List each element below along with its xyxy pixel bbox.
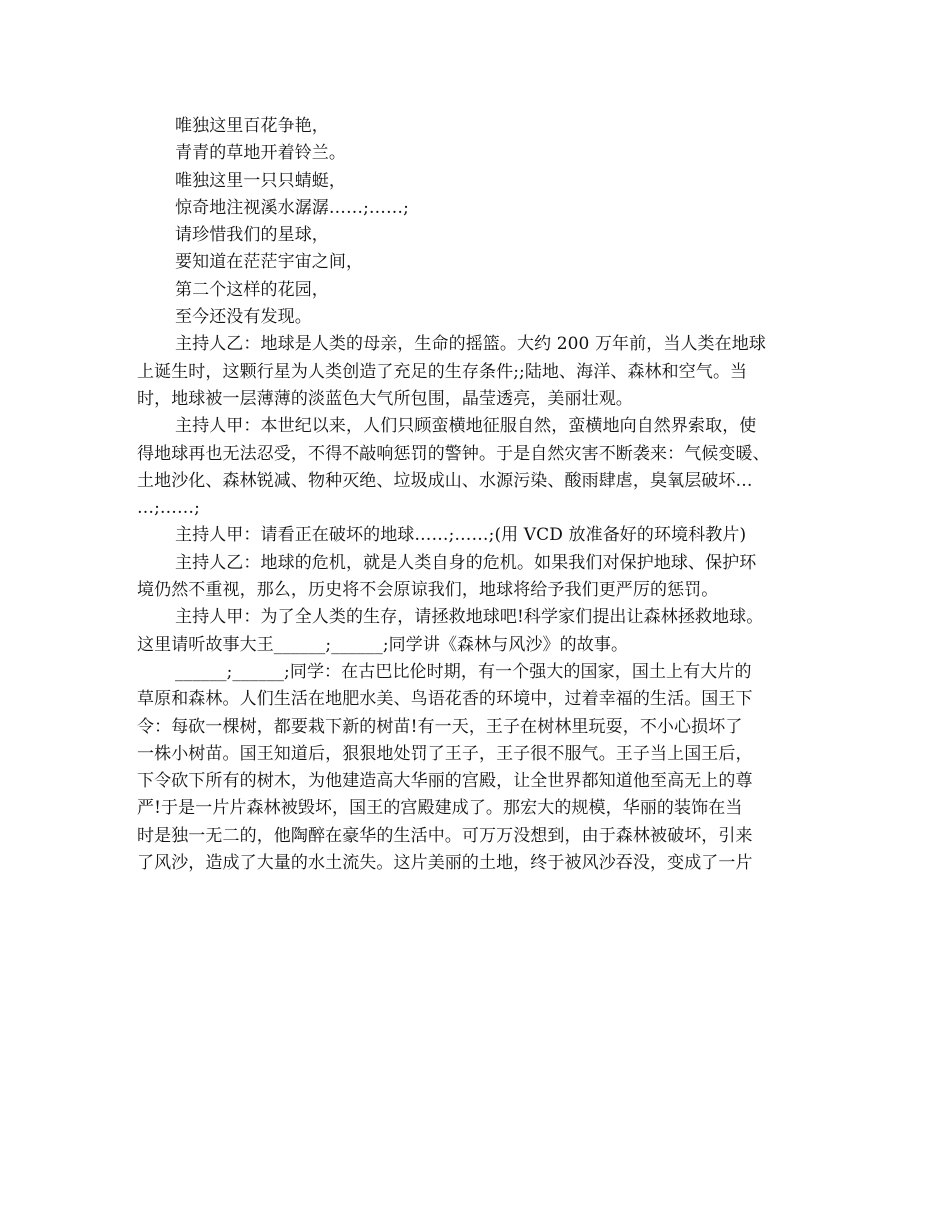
paragraph-line: 得地球再也无法忍受，不得不敲响惩罚的警钟。于是自然灾害不断袭来：气候变暖、 (137, 443, 770, 464)
paragraph-line: 主持人乙：地球的危机，就是人类自身的危机。如果我们对保护地球、保护环 (175, 552, 757, 573)
poem-line: 第二个这样的花园， (175, 279, 329, 300)
paragraph-story (137, 659, 815, 877)
paragraph-host-yi-crisis (137, 550, 815, 605)
document-body (137, 113, 815, 877)
paragraph-line: ______;______;同学：在古巴比伦时期，有一个强大的国家，国土上有大片的 (175, 661, 752, 682)
paragraph-line: 时，地球被一层薄薄的淡蓝色大气所包围，晶莹透亮，美丽壮观。 (137, 388, 633, 409)
poem-line: 要知道在茫茫宇宙之间， (175, 252, 364, 273)
paragraph-line: 一株小树苗。国王知道后，狠狠地处罚了王子，王子很不服气。王子当上国王后， (137, 743, 753, 764)
paragraph-line: 下令砍下所有的树木，为他建造高大华丽的宫殿，让全世界都知道他至高无上的尊 (137, 771, 753, 792)
paragraph-host-jia-video (137, 522, 815, 549)
paragraph-line: 草原和森林。人们生活在地肥水美、鸟语花香的环境中，过着幸福的生活。国王下 (137, 689, 753, 710)
paragraph-line: 土地沙化、森林锐减、物种灭绝、垃圾成山、水源污染、酸雨肆虐，臭氧层破坏… (137, 470, 753, 491)
poem-line: 至今还没有发现。 (175, 307, 312, 328)
paragraph-host-yi-intro (137, 331, 815, 413)
paragraph-line: 了风沙，造成了大量的水土流失。这片美丽的土地，终于被风沙吞没，变成了一片 (137, 853, 753, 874)
paragraph-host-jia-disasters (137, 413, 815, 522)
poem-line: 唯独这里一只只蜻蜓， (175, 170, 346, 191)
paragraph-line: 时是独一无二的，他陶醉在豪华的生活中。可万万没想到，由于森林被破坏，引来 (137, 825, 753, 846)
paragraph-line: 境仍然不重视，那么，历史将不会原谅我们，地球将给予我们更严厉的惩罚。 (137, 580, 719, 601)
poem-line: 青青的草地开着铃兰。 (175, 143, 346, 164)
poem-line: 惊奇地注视溪水潺潺……;……; (175, 197, 409, 218)
poem-line: 请珍惜我们的星球， (175, 225, 329, 246)
paragraph-line: 主持人甲：本世纪以来，人们只顾蛮横地征服自然，蛮横地向自然界索取，使 (175, 416, 757, 437)
paragraph-line: 上诞生时，这颗行星为人类创造了充足的生存条件;;陆地、海洋、森林和空气。当 (137, 361, 748, 382)
paragraph-line: …;……; (137, 498, 200, 519)
paragraph-line: 严!于是一片片森林被毁坏，国王的宫殿建成了。那宏大的规模，华丽的装饰在当 (137, 798, 743, 819)
paragraph-line: 这里请听故事大王______;______;同学讲《森林与风沙》的故事。 (137, 634, 629, 655)
paragraph-host-jia-story-intro (137, 604, 815, 659)
poem-line: 唯独这里百花争艳， (175, 116, 329, 136)
paragraph-line: 令：每砍一棵树，都要栽下新的树苗!有一天，王子在树林里玩耍，不小心损坏了 (137, 716, 743, 737)
paragraph-line: 主持人乙：地球是人类的母亲，生命的摇篮。大约 200 万年前，当人类在地球 (175, 334, 766, 355)
paragraph-line: 主持人甲：为了全人类的生存，请拯救地球吧!科学家们提出让森林拯救地球。 (175, 607, 764, 628)
paragraph-line: 主持人甲：请看正在破坏的地球……;……;(用 VCD 放准备好的环境科教片) (175, 525, 747, 546)
